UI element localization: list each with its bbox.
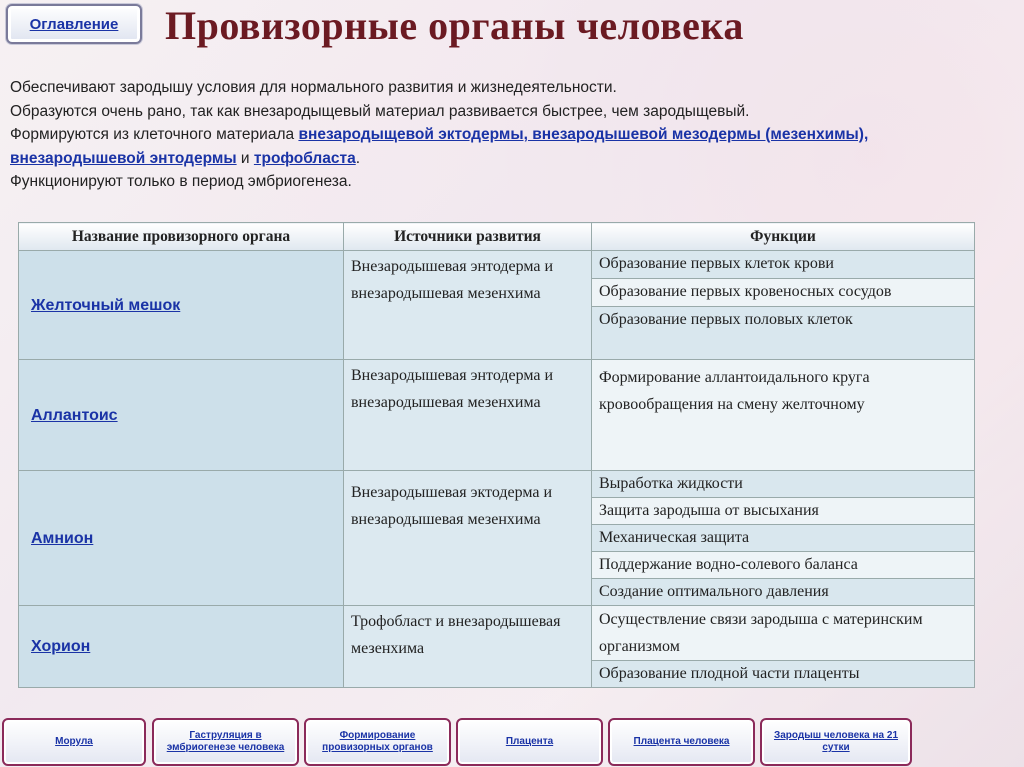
table-row (19, 360, 975, 471)
source-cell: Внезародышевая энтодерма и внезародышевая мезенхима (344, 360, 592, 471)
function-cell: Защита зародыша от высыхания (592, 498, 975, 525)
organ-name-cell (19, 471, 344, 606)
nav-button-human-placenta[interactable] (608, 718, 755, 766)
intro-and: и (236, 149, 254, 167)
function-cell: Образование плодной части плаценты (592, 661, 975, 688)
organ-name-cell (19, 606, 344, 688)
page-title: Провизорные органы человека (165, 3, 744, 48)
source-cell: Внезародышевая энтодерма и внезародышевая мезенхима (344, 251, 592, 360)
nav-label: Плацента человека (633, 736, 730, 747)
table-header-row (19, 223, 975, 251)
header-source: Источники развития (344, 223, 592, 251)
function-cell: Формирование аллантоидального круга кровообращения на смену желточному (592, 360, 975, 471)
intro-line-5: Функционируют только в период эмбриогенеза. (10, 173, 352, 190)
nav-button-morula[interactable] (2, 718, 146, 766)
table-row (19, 606, 975, 661)
link-chorion[interactable]: Хорион (31, 638, 91, 655)
intro-line-2: Образуются очень рано, так как внезародыщевый материал развивается быстрее, чем зародыщевый. (10, 102, 750, 120)
source-cell: Внезародышевая эктодерма и внезародышевая мезенхима (344, 471, 592, 606)
link-ectoderm-mesoderm[interactable]: внезародыщевой эктодермы, внезародышевой мезодермы (мезенхимы), (298, 126, 869, 143)
link-endoderm[interactable]: внезародышевой энтодермы (10, 149, 237, 167)
toc-button[interactable] (6, 4, 142, 44)
source-cell: Трофобласт и внезародышевая мезенхима (344, 606, 592, 688)
function-cell: Механическая защита (592, 525, 975, 552)
function-cell: Поддержание водно-солевого баланса (592, 552, 975, 579)
header-organ-name: Название провизорного органа (19, 223, 344, 251)
intro-line-3 (10, 123, 1010, 147)
organs-table-wrap (18, 222, 974, 688)
function-cell: Образование первых клеток крови (592, 251, 975, 279)
table-row (19, 251, 975, 279)
nav-label: Зародыш человека на 21 сутки (773, 730, 899, 753)
link-amnion[interactable]: Амнион (31, 529, 94, 547)
nav-label: Морула (55, 736, 93, 747)
nav-label: Гаструляция в эмбриогенезе человека (166, 730, 285, 753)
link-allantois[interactable]: Аллантоис (31, 406, 118, 424)
function-cell: Образование первых кровеносных сосудов (592, 279, 975, 307)
nav-button-provisional-organs[interactable] (304, 718, 451, 766)
function-cell: Образование первых половых клеток (592, 307, 975, 360)
link-trophoblast[interactable]: трофобласта (253, 149, 356, 167)
intro-line-1: Обеспечивают зародышу условия для нормального развития и жизнедеятельности. (10, 79, 617, 96)
nav-button-placenta[interactable] (456, 718, 603, 766)
link-yolk-sac[interactable]: Желточный мешок (31, 296, 181, 314)
intro-line-4 (10, 147, 1010, 171)
intro-period: . (355, 149, 361, 167)
organ-name-cell (19, 251, 344, 360)
intro-line-3-text: Формируются из клеточного материала (10, 126, 299, 143)
function-cell: Осуществление связи зародыша с материнским организмом (592, 606, 975, 661)
table-row (19, 471, 975, 498)
header-functions: Функции (592, 223, 975, 251)
nav-button-gastrulation[interactable] (152, 718, 299, 766)
organ-name-cell (19, 360, 344, 471)
function-cell: Выработка жидкости (592, 471, 975, 498)
organs-table (18, 222, 975, 688)
function-cell: Создание оптимального давления (592, 579, 975, 606)
nav-label: Формирование провизорных органов (322, 730, 433, 753)
bottom-nav (0, 718, 1024, 766)
toc-button-label: Оглавление (29, 15, 119, 33)
nav-label: Плацента (505, 736, 554, 747)
nav-button-embryo-21-days[interactable] (760, 718, 912, 766)
intro-text (10, 76, 1010, 194)
